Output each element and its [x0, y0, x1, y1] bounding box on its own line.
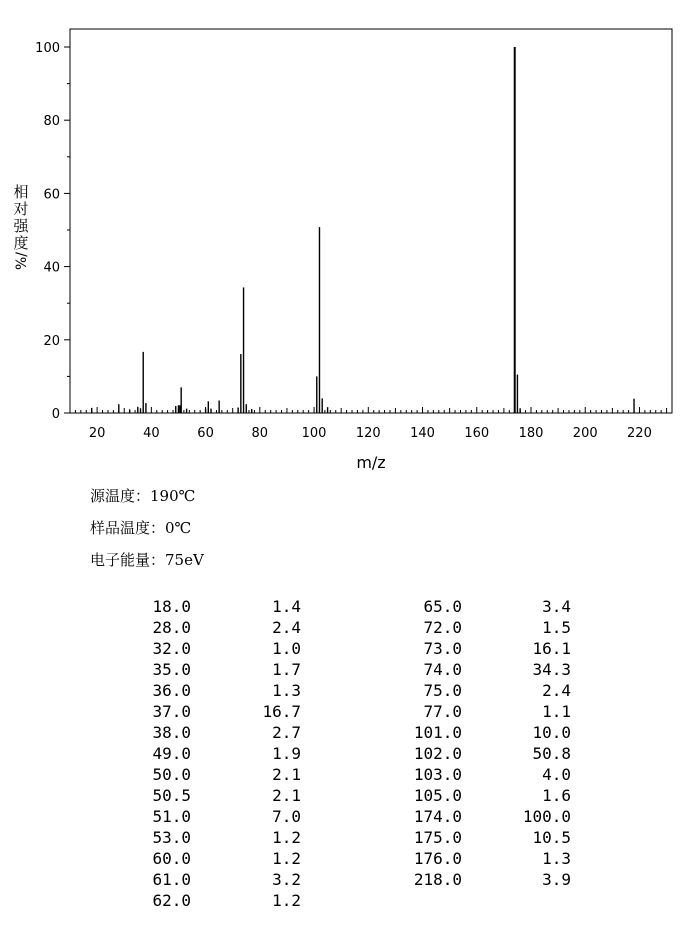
- info-label: 电子能量：: [90, 551, 166, 569]
- mz-value: 75.0: [423, 681, 462, 700]
- y-tick-label: 20: [43, 333, 60, 349]
- intensity-value: 1.2: [272, 891, 301, 910]
- mz-value: 74.0: [423, 660, 462, 679]
- intensity-value: 100.0: [522, 807, 571, 826]
- plot-frame: [70, 29, 672, 413]
- y-tick-label: 40: [43, 260, 60, 276]
- intensity-value: 1.1: [542, 702, 571, 721]
- info-line: [90, 521, 191, 536]
- intensity-value: 3.2: [272, 870, 301, 889]
- intensity-value: 1.3: [272, 681, 301, 700]
- info-label: 样品温度：: [90, 519, 166, 537]
- table-row: [0, 890, 696, 911]
- intensity-value: 10.5: [532, 828, 571, 847]
- x-tick-label: 60: [197, 426, 214, 441]
- info-value: 190℃: [150, 487, 196, 505]
- info-line: [90, 489, 195, 504]
- info-value: 0℃: [165, 519, 192, 537]
- mz-value: 35.0: [152, 660, 191, 679]
- mz-value: 102.0: [413, 744, 462, 763]
- table-row: [0, 764, 696, 785]
- intensity-value: 1.2: [272, 828, 301, 847]
- mz-value: 62.0: [152, 891, 191, 910]
- mz-value: 51.0: [152, 807, 191, 826]
- mz-value: 176.0: [413, 849, 462, 868]
- y-tick-label: 80: [43, 114, 60, 130]
- y-tick-label: 100: [35, 41, 60, 56]
- mz-value: 53.0: [152, 828, 191, 847]
- mz-value: 37.0: [152, 702, 191, 721]
- intensity-value: 2.4: [542, 681, 571, 700]
- intensity-value: 1.6: [542, 786, 571, 805]
- mz-value: 36.0: [152, 681, 191, 700]
- info-value: 75eV: [165, 551, 204, 569]
- intensity-value: 2.1: [272, 765, 301, 784]
- x-axis: [75, 407, 666, 441]
- info-label: 源温度：: [90, 487, 151, 505]
- table-row: [0, 680, 696, 701]
- y-tick-label: 0: [51, 407, 60, 422]
- intensity-value: 1.5: [542, 618, 571, 637]
- intensity-value: 3.4: [542, 597, 571, 616]
- intensity-value: 7.0: [272, 807, 301, 826]
- x-tick-label: 120: [355, 426, 381, 441]
- intensity-value: 3.9: [542, 870, 571, 889]
- mz-value: 60.0: [152, 849, 191, 868]
- table-row: [0, 785, 696, 806]
- x-tick-label: 100: [301, 426, 327, 441]
- mz-value: 105.0: [413, 786, 462, 805]
- table-row: [0, 596, 696, 617]
- mz-value: 38.0: [152, 723, 191, 742]
- mz-value: 101.0: [413, 723, 462, 742]
- x-tick-label: 140: [410, 426, 435, 441]
- mz-value: 73.0: [423, 639, 462, 658]
- table-row: [0, 659, 696, 680]
- mz-value: 50.5: [152, 786, 191, 805]
- intensity-value: 2.4: [272, 618, 301, 637]
- y-axis: [35, 41, 70, 422]
- info-line: [90, 553, 204, 568]
- mz-value: 72.0: [423, 618, 462, 637]
- intensity-value: 1.4: [272, 597, 301, 616]
- mz-value: 174.0: [413, 807, 462, 826]
- intensity-value: 50.8: [532, 744, 571, 763]
- table-row: [0, 848, 696, 869]
- y-axis-label: [13, 183, 30, 270]
- x-tick-label: 220: [627, 426, 652, 441]
- y-axis-label-char: 相: [13, 183, 29, 201]
- intensity-value: 2.1: [272, 786, 301, 805]
- intensity-value: 16.7: [262, 702, 301, 721]
- table-row: [0, 869, 696, 890]
- mz-value: 218.0: [413, 870, 462, 889]
- table-row: [0, 701, 696, 722]
- y-tick-label: 60: [43, 187, 60, 203]
- mz-value: 50.0: [152, 765, 191, 784]
- intensity-value: 1.7: [272, 660, 301, 679]
- mz-value: 18.0: [152, 597, 191, 616]
- y-axis-label-char: 对: [13, 200, 29, 218]
- intensity-value: 1.0: [272, 639, 301, 658]
- table-row: [0, 827, 696, 848]
- table-row: [0, 743, 696, 764]
- mz-value: 175.0: [413, 828, 462, 847]
- mz-value: 77.0: [423, 702, 462, 721]
- y-axis-label-char: 度: [13, 234, 29, 252]
- mz-value: 103.0: [413, 765, 462, 784]
- intensity-value: 10.0: [532, 723, 571, 742]
- intensity-value: 1.3: [542, 849, 571, 868]
- intensity-value: 1.2: [272, 849, 301, 868]
- intensity-value: 2.7: [272, 723, 301, 742]
- x-tick-label: 160: [464, 426, 490, 441]
- x-tick-label: 180: [518, 426, 544, 441]
- x-tick-label: 40: [143, 426, 160, 441]
- mz-value: 32.0: [152, 639, 191, 658]
- intensity-value: 1.9: [272, 744, 301, 763]
- table-row: [0, 806, 696, 827]
- intensity-value: 16.1: [532, 639, 571, 658]
- peak-bars: [92, 47, 634, 413]
- x-tick-label: 200: [572, 426, 598, 441]
- table-row: [0, 638, 696, 659]
- y-axis-label-char: 强: [13, 217, 29, 235]
- mz-value: 61.0: [152, 870, 191, 889]
- mz-value: 65.0: [423, 597, 462, 616]
- mz-value: 49.0: [152, 744, 191, 763]
- mz-value: 28.0: [152, 618, 191, 637]
- x-axis-label: m/z: [356, 453, 386, 472]
- intensity-value: 34.3: [532, 660, 571, 679]
- table-row: [0, 617, 696, 638]
- x-tick-label: 80: [251, 426, 269, 441]
- intensity-value: 4.0: [542, 765, 571, 784]
- table-row: [0, 722, 696, 743]
- x-tick-label: 20: [88, 426, 106, 441]
- y-axis-label-unit: %/: [14, 251, 30, 271]
